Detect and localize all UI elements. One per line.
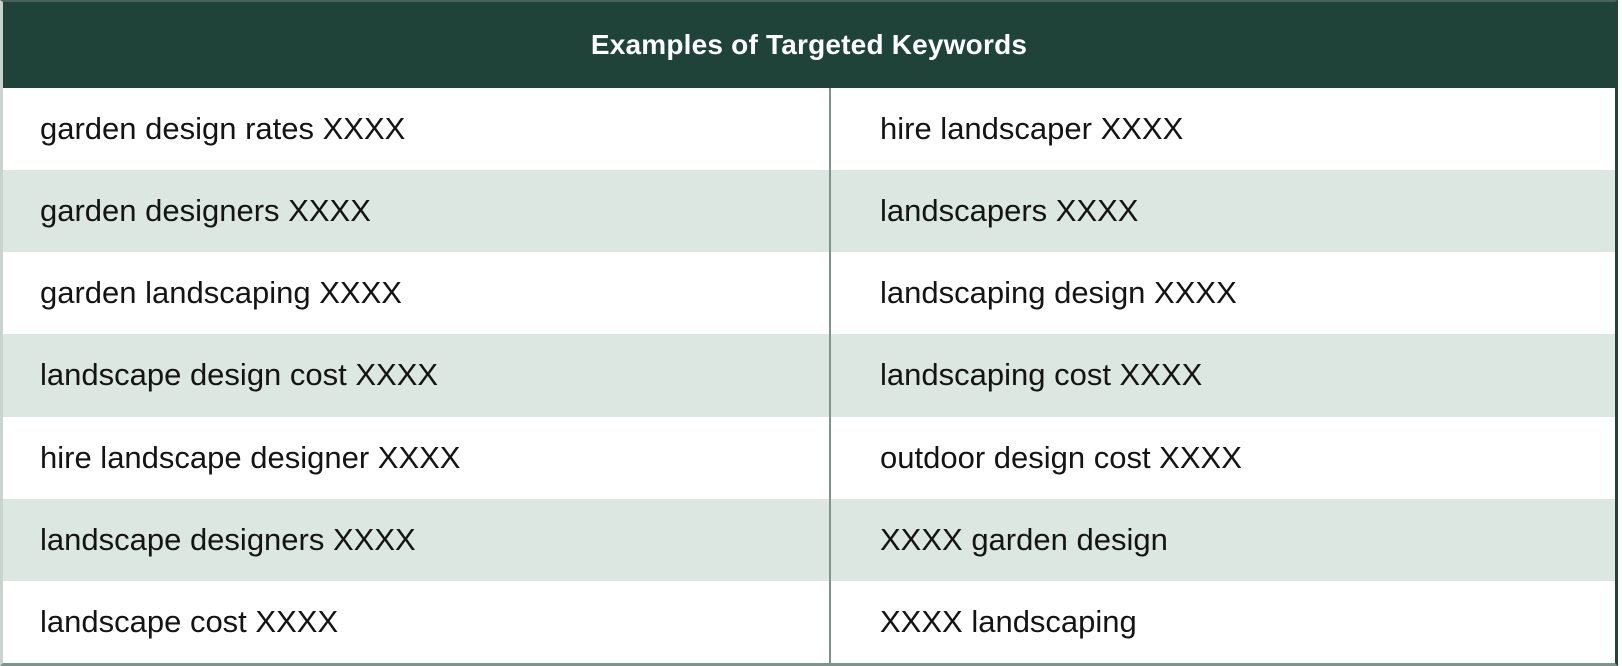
keyword-cell: XXXX garden design bbox=[880, 521, 1168, 557]
keyword-cell: garden designers XXXX bbox=[3, 170, 831, 252]
table-row bbox=[3, 88, 1615, 170]
table-header bbox=[3, 2, 1615, 88]
keyword-cell: garden design rates XXXX bbox=[3, 88, 831, 170]
keyword-cell: garden landscaping XXXX bbox=[3, 252, 831, 334]
keyword-cell: hire landscape designer XXXX bbox=[3, 417, 831, 499]
table-body bbox=[3, 88, 1615, 663]
table-row bbox=[3, 334, 1615, 416]
keyword-cell: outdoor design cost XXXX bbox=[880, 439, 1242, 475]
table-row bbox=[3, 417, 1615, 499]
keyword-cell: landscapers XXXX bbox=[880, 193, 1139, 229]
keyword-cell: hire landscaper XXXX bbox=[880, 111, 1184, 147]
keyword-cell: landscape designers XXXX bbox=[3, 499, 831, 581]
keyword-cell: landscaping design XXXX bbox=[880, 275, 1237, 311]
table-row bbox=[3, 499, 1615, 581]
keyword-cell: landscaping cost XXXX bbox=[880, 357, 1203, 393]
keyword-cell: landscape cost XXXX bbox=[3, 581, 831, 663]
keyword-cell: landscape design cost XXXX bbox=[3, 334, 831, 416]
table-row bbox=[3, 170, 1615, 252]
table-row bbox=[3, 581, 1615, 663]
table-title: Examples of Targeted Keywords bbox=[590, 29, 1028, 60]
table-row bbox=[3, 252, 1615, 334]
keyword-cell: XXXX landscaping bbox=[880, 603, 1137, 639]
